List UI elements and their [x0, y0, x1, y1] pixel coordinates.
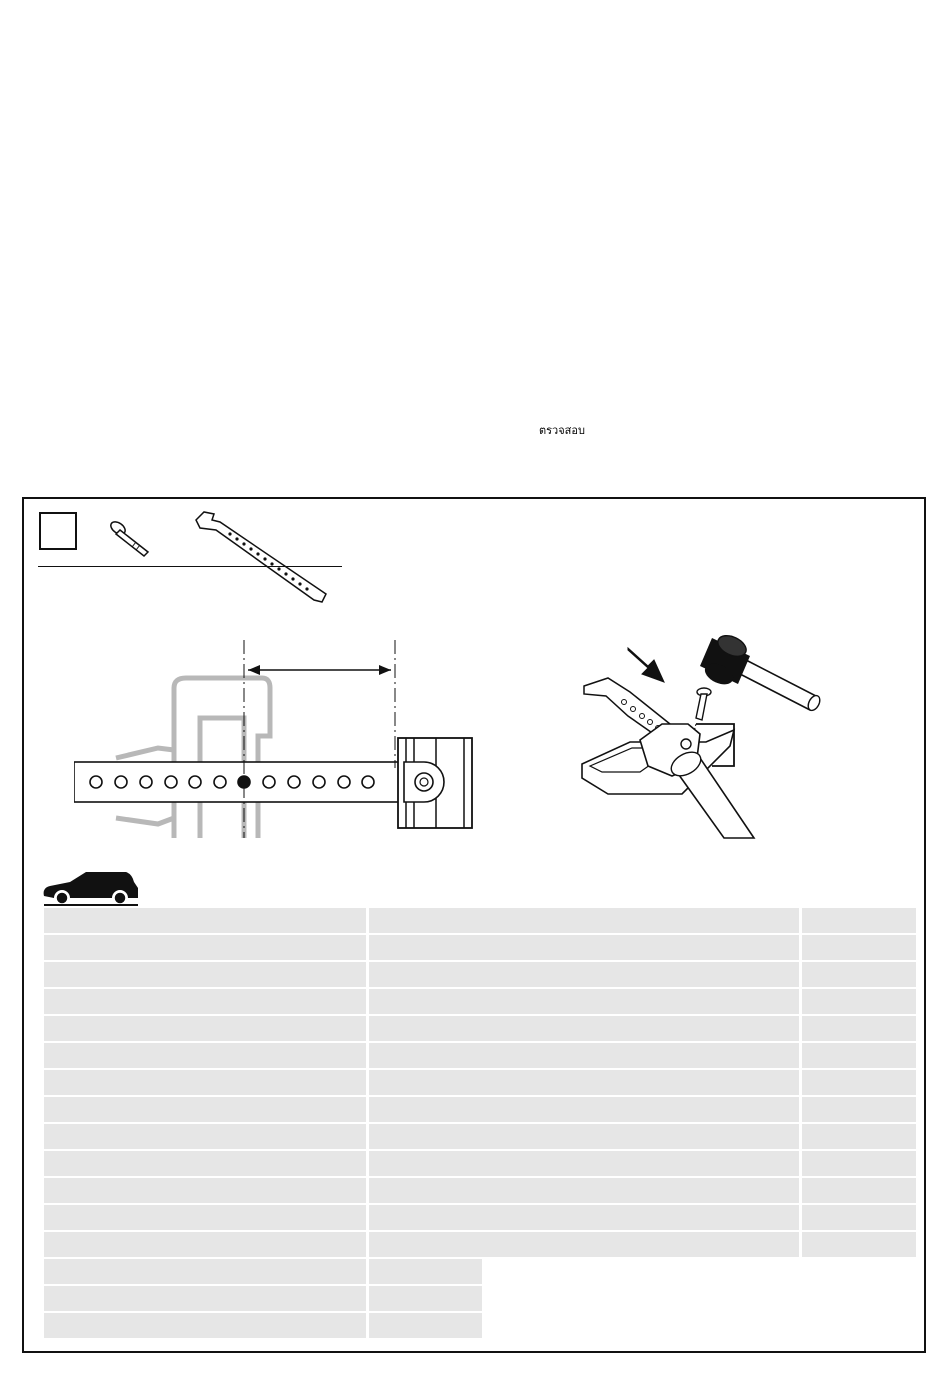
table-row: [479, 1043, 916, 1068]
value-cell: [369, 1043, 482, 1068]
value-cell: [802, 1124, 916, 1149]
value-cell: [369, 1070, 482, 1095]
model-cell: [44, 1313, 366, 1338]
value-cell: [369, 989, 482, 1014]
value-cell: [802, 1070, 916, 1095]
table-row: [479, 1205, 916, 1230]
value-cell: [369, 1205, 482, 1230]
model-cell: [44, 1151, 366, 1176]
value-cell: [369, 1313, 482, 1338]
value-cell: [802, 1232, 916, 1257]
table-row: [44, 989, 482, 1014]
value-cell: [369, 1259, 482, 1284]
value-cell: [802, 1205, 916, 1230]
model-cell: [44, 962, 366, 987]
model-cell: [44, 1070, 366, 1095]
value-cell: [369, 1232, 482, 1257]
value-cell: [369, 908, 482, 933]
mallet-icon: [700, 632, 822, 713]
table-row: [479, 1097, 916, 1122]
value-cell: [802, 935, 916, 960]
table-row: [44, 1097, 482, 1122]
table-row: [479, 1124, 916, 1149]
model-cell: [44, 1178, 366, 1203]
table-row: [479, 1178, 916, 1203]
station-wagon-car-icon: [40, 868, 142, 906]
value-cell: [369, 1124, 482, 1149]
strap-position-illustration: [74, 638, 476, 840]
table-row: [44, 908, 482, 933]
vehicle-table-right: [479, 908, 916, 1259]
value-cell: [802, 989, 916, 1014]
table-row: [479, 1070, 916, 1095]
model-cell: [479, 1151, 799, 1176]
model-cell: [479, 1070, 799, 1095]
value-cell: [369, 1178, 482, 1203]
value-cell: [369, 1097, 482, 1122]
model-cell: [44, 989, 366, 1014]
table-row: [44, 935, 482, 960]
model-cell: [44, 1124, 366, 1149]
model-cell: [479, 1097, 799, 1122]
table-row: [479, 935, 916, 960]
model-cell: [44, 1043, 366, 1068]
table-row: [44, 1232, 482, 1257]
model-cell: [479, 935, 799, 960]
parts-divider: [38, 566, 342, 567]
table-row: [44, 1205, 482, 1230]
table-row: [44, 962, 482, 987]
model-cell: [44, 1259, 366, 1284]
table-row: [44, 1286, 482, 1311]
model-cell: [479, 1205, 799, 1230]
value-cell: [802, 962, 916, 987]
value-cell: [369, 1016, 482, 1041]
table-row: [44, 1070, 482, 1095]
adjustment-strap-icon: [190, 508, 335, 606]
value-cell: [802, 1016, 916, 1041]
direction-arrow-icon: [628, 648, 664, 682]
check-note: ตรวจสอบ: [539, 424, 585, 437]
table-row: [479, 1232, 916, 1257]
model-cell: [44, 1286, 366, 1311]
model-cell: [44, 1097, 366, 1122]
model-cell: [479, 1124, 799, 1149]
model-cell: [479, 1178, 799, 1203]
table-row: [479, 989, 916, 1014]
table-row: [44, 1178, 482, 1203]
value-cell: [369, 1286, 482, 1311]
model-cell: [479, 1016, 799, 1041]
table-row: [479, 1016, 916, 1041]
value-cell: [369, 1151, 482, 1176]
screw-icon: [694, 688, 711, 732]
value-cell: [369, 962, 482, 987]
car-underline: [44, 904, 138, 906]
model-cell: [479, 962, 799, 987]
model-cell: [44, 908, 366, 933]
model-cell: [44, 1016, 366, 1041]
model-cell: [479, 1232, 799, 1257]
value-cell: [369, 935, 482, 960]
model-cell: [479, 1043, 799, 1068]
table-row: [479, 908, 916, 933]
model-cell: [479, 989, 799, 1014]
value-cell: [802, 1097, 916, 1122]
table-row: [44, 1016, 482, 1041]
value-cell: [802, 1178, 916, 1203]
value-cell: [802, 1151, 916, 1176]
step-number-box: [39, 512, 77, 550]
table-row: [479, 962, 916, 987]
table-row: [44, 1259, 482, 1284]
vehicle-table-left: [44, 908, 482, 1340]
model-cell: [479, 908, 799, 933]
model-cell: [44, 1205, 366, 1230]
table-row: [479, 1151, 916, 1176]
value-cell: [802, 1043, 916, 1068]
bolt-icon: [108, 518, 156, 560]
value-cell: [802, 908, 916, 933]
model-cell: [44, 935, 366, 960]
table-row: [44, 1151, 482, 1176]
model-cell: [44, 1232, 366, 1257]
table-row: [44, 1313, 482, 1338]
table-row: [44, 1043, 482, 1068]
table-row: [44, 1124, 482, 1149]
foot-assembly-illustration: [578, 616, 832, 842]
